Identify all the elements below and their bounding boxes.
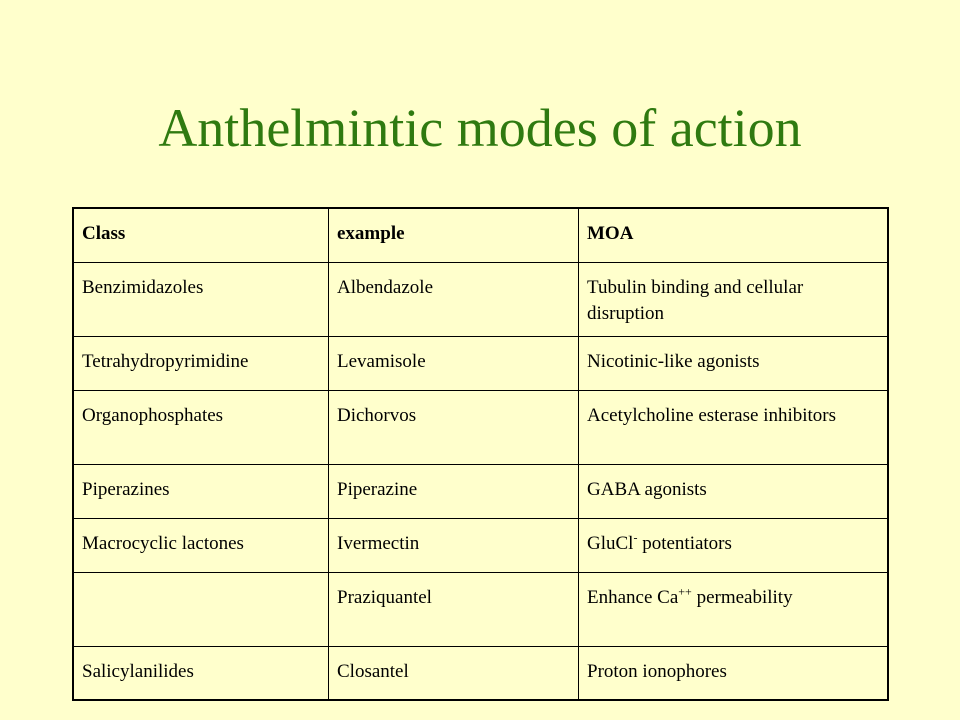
cell-class: [73, 572, 329, 646]
table-row: [73, 646, 888, 700]
cell-moa: Acetylcholine esterase inhibitors: [579, 390, 889, 464]
moa-base-text: GluCl: [587, 532, 634, 554]
cell-moa: Nicotinic-like agonists: [579, 336, 889, 390]
moa-base-text: Enhance Ca: [587, 586, 679, 608]
table-row: [73, 262, 888, 336]
cell-moa: [579, 518, 889, 572]
cell-example: Albendazole: [329, 262, 579, 336]
table-row: [73, 572, 888, 646]
moa-table: [72, 207, 889, 701]
header-class: Class: [73, 208, 329, 262]
moa-rest-text: potentiators: [637, 532, 732, 554]
cell-example: Piperazine: [329, 464, 579, 518]
table-row: [73, 390, 888, 464]
cell-class: Macrocyclic lactones: [73, 518, 329, 572]
cell-class: Piperazines: [73, 464, 329, 518]
cell-moa: Proton ionophores: [579, 646, 889, 700]
table-row: [73, 518, 888, 572]
cell-example: Levamisole: [329, 336, 579, 390]
slide-title: Anthelmintic modes of action: [158, 98, 802, 158]
moa-rest-text: permeability: [691, 586, 793, 608]
cell-example: Dichorvos: [329, 390, 579, 464]
cell-class: Salicylanilides: [73, 646, 329, 700]
table-row: [73, 464, 888, 518]
cell-example: Praziquantel: [329, 572, 579, 646]
cell-class: Organophosphates: [73, 390, 329, 464]
cell-moa: GABA agonists: [579, 464, 889, 518]
header-example: example: [329, 208, 579, 262]
moa-superscript: ++: [678, 584, 692, 599]
cell-moa: [579, 572, 889, 646]
cell-class: Tetrahydropyrimidine: [73, 336, 329, 390]
cell-class: Benzimidazoles: [73, 262, 329, 336]
cell-example: Ivermectin: [329, 518, 579, 572]
table-header-row: [73, 208, 888, 262]
table-row: [73, 336, 888, 390]
moa-superscript: -: [633, 530, 638, 545]
cell-example: Closantel: [329, 646, 579, 700]
header-moa: MOA: [579, 208, 889, 262]
cell-moa: Tubulin binding and cellular disruption: [579, 262, 889, 336]
